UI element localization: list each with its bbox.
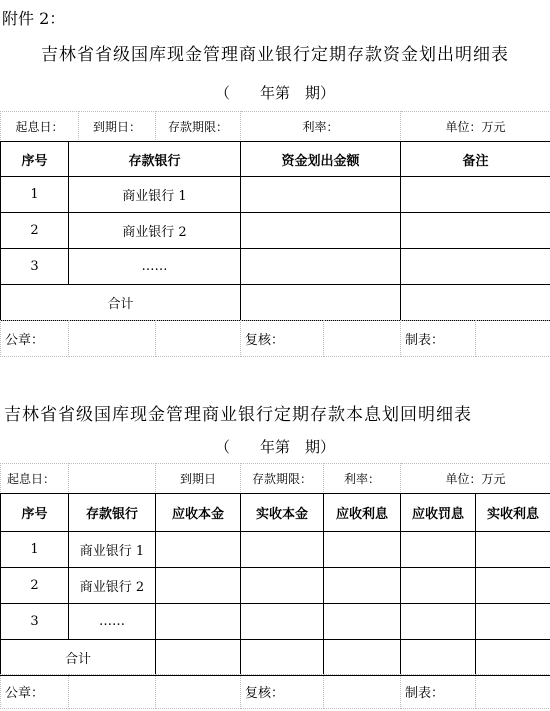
table-row bbox=[1, 604, 550, 640]
cell[interactable] bbox=[156, 604, 241, 640]
table2-header-bank: 存款银行 bbox=[69, 494, 156, 532]
prepared-label: 制表： bbox=[401, 321, 476, 357]
cell[interactable] bbox=[156, 640, 241, 676]
table2-header-interest-received: 实收利息 bbox=[476, 494, 550, 532]
row-bank: …… bbox=[69, 604, 156, 640]
table2-total-row bbox=[1, 640, 550, 676]
table2-term: 存款期限： bbox=[241, 464, 324, 494]
cell[interactable] bbox=[476, 532, 550, 568]
table2-header-interest-due: 应收利息 bbox=[324, 494, 401, 532]
row-amount-cell[interactable] bbox=[241, 177, 401, 213]
cell[interactable] bbox=[324, 604, 401, 640]
table1-term: 存款期限： bbox=[156, 112, 241, 142]
row-bank: 商业银行 2 bbox=[69, 213, 241, 249]
table-row bbox=[1, 177, 550, 213]
table1-start-date: 起息日： bbox=[1, 112, 79, 142]
row-no: 3 bbox=[1, 249, 69, 285]
total-note-cell[interactable] bbox=[401, 285, 550, 321]
row-no: 2 bbox=[1, 213, 69, 249]
table2-unit: 单位：万元 bbox=[401, 464, 550, 494]
cell[interactable] bbox=[476, 604, 550, 640]
cell[interactable] bbox=[324, 640, 401, 676]
cell[interactable] bbox=[401, 568, 476, 604]
cell[interactable] bbox=[476, 640, 550, 676]
table2-end-date: 到期日 bbox=[156, 464, 241, 494]
table1-header-bank: 存款银行 bbox=[69, 142, 241, 177]
cell[interactable] bbox=[156, 568, 241, 604]
row-no: 1 bbox=[1, 177, 69, 213]
row-bank: …… bbox=[69, 249, 241, 285]
table1-total-row bbox=[1, 285, 550, 321]
attachment-label: 附件 2： bbox=[2, 9, 66, 28]
row-no: 3 bbox=[1, 604, 69, 640]
row-no: 1 bbox=[1, 532, 69, 568]
table1-title: 吉林省省级国库现金管理商业银行定期存款资金划出明细表 bbox=[41, 45, 509, 65]
total-label: 合计 bbox=[1, 285, 241, 321]
cell[interactable] bbox=[401, 532, 476, 568]
seal-label: 公章： bbox=[1, 675, 69, 709]
table-row bbox=[1, 532, 550, 568]
table2-start-date: 起息日： bbox=[1, 464, 69, 494]
cell[interactable] bbox=[241, 568, 324, 604]
cell[interactable] bbox=[476, 568, 550, 604]
total-amount-cell[interactable] bbox=[241, 285, 401, 321]
table2-main bbox=[0, 493, 550, 676]
total-label: 合计 bbox=[1, 640, 156, 676]
cell[interactable] bbox=[324, 532, 401, 568]
table1-main bbox=[0, 141, 550, 321]
table2-rate: 利率： bbox=[324, 464, 401, 494]
row-note-cell[interactable] bbox=[401, 249, 550, 285]
cell[interactable] bbox=[241, 640, 324, 676]
cell[interactable] bbox=[156, 532, 241, 568]
table2-header-principal-due: 应收本金 bbox=[156, 494, 241, 532]
table2-info-row bbox=[0, 463, 550, 494]
cell[interactable] bbox=[324, 568, 401, 604]
table2-header-no: 序号 bbox=[1, 494, 69, 532]
table-row bbox=[1, 213, 550, 249]
row-note-cell[interactable] bbox=[401, 177, 550, 213]
table-row bbox=[1, 249, 550, 285]
table2-header-penalty-due: 应收罚息 bbox=[401, 494, 476, 532]
table1-end-date: 到期日： bbox=[79, 112, 156, 142]
row-bank: 商业银行 1 bbox=[69, 532, 156, 568]
seal-label: 公章： bbox=[1, 321, 69, 357]
row-bank: 商业银行 1 bbox=[69, 177, 241, 213]
cell[interactable] bbox=[401, 604, 476, 640]
row-note-cell[interactable] bbox=[401, 213, 550, 249]
cell[interactable] bbox=[241, 532, 324, 568]
row-no: 2 bbox=[1, 568, 69, 604]
table1-header-no: 序号 bbox=[1, 142, 69, 177]
review-label: 复核： bbox=[241, 675, 324, 709]
cell[interactable] bbox=[401, 640, 476, 676]
table-row bbox=[1, 568, 550, 604]
row-amount-cell[interactable] bbox=[241, 213, 401, 249]
table1-rate: 利率： bbox=[241, 112, 401, 142]
row-amount-cell[interactable] bbox=[241, 249, 401, 285]
table1-header-note: 备注 bbox=[401, 142, 550, 177]
table2-title: 吉林省省级国库现金管理商业银行定期存款本息划回明细表 bbox=[4, 405, 472, 425]
table2-period: （ 年第 期） bbox=[214, 438, 335, 456]
review-label: 复核： bbox=[241, 321, 324, 357]
table1-period: （ 年第 期） bbox=[214, 84, 335, 102]
cell[interactable] bbox=[241, 604, 324, 640]
table2-header-principal-received: 实收本金 bbox=[241, 494, 324, 532]
table1-unit: 单位：万元 bbox=[401, 112, 550, 142]
table2-signature-row bbox=[0, 674, 550, 709]
prepared-label: 制表： bbox=[401, 675, 476, 709]
table1-signature-row bbox=[0, 320, 550, 357]
table1-info-row bbox=[0, 111, 550, 142]
table1-header-amount: 资金划出金额 bbox=[241, 142, 401, 177]
row-bank: 商业银行 2 bbox=[69, 568, 156, 604]
